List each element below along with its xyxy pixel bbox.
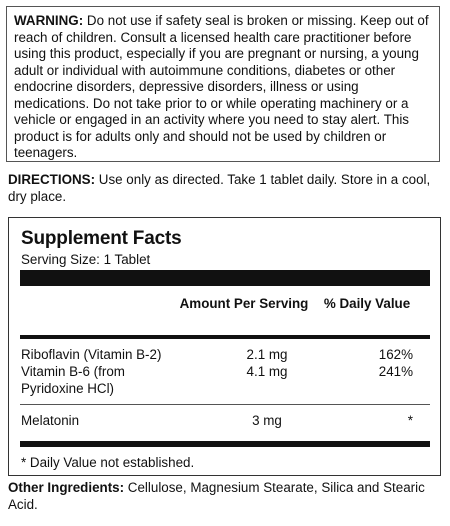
nutrient-dv-riboflavin: 162%	[378, 347, 413, 362]
nutrient-name-vitamin-b6: Vitamin B-6 (from Pyridoxine HCl)	[21, 364, 125, 396]
nutrient-dv-melatonin: *	[407, 413, 413, 428]
directions	[8, 172, 440, 205]
directions-label: DIRECTIONS:	[8, 172, 96, 187]
serving-size: Serving Size: 1 Tablet	[21, 252, 151, 267]
nutrient-amount-vitamin-b6: 4.1 mg	[246, 364, 288, 379]
nutrient-dv-vitamin-b6: 241%	[378, 364, 413, 379]
other-ingredients	[8, 480, 440, 513]
header-daily-value: % Daily Value	[323, 296, 411, 311]
warning-box	[6, 6, 440, 162]
row-divider	[20, 404, 430, 405]
header-amount-per-serving: Amount Per Serving	[179, 296, 309, 311]
nutrient-name-riboflavin: Riboflavin (Vitamin B-2)	[21, 347, 162, 362]
directions-text: Use only as directed. Take 1 tablet daily. Store in a cool, dry place.	[8, 172, 431, 204]
footnote: * Daily Value not established.	[21, 455, 195, 470]
medium-rule	[20, 335, 430, 339]
other-ingredients-label: Other Ingredients:	[8, 480, 125, 495]
nutrient-amount-melatonin: 3 mg	[252, 413, 282, 428]
thick-rule	[20, 270, 430, 286]
nutrient-name-melatonin: Melatonin	[21, 413, 80, 428]
other-ingredients-text: Cellulose, Magnesium Stearate, Silica and Stearic Acid.	[8, 480, 425, 512]
bottom-rule	[20, 441, 430, 447]
nutrient-amount-riboflavin: 2.1 mg	[246, 347, 288, 362]
warning-label: WARNING:	[14, 13, 84, 28]
supplement-facts-panel	[8, 217, 441, 476]
warning-text: Do not use if safety seal is broken or missing. Keep out of reach of children. Consult a licensed health care practitioner before using this product, especially if you are pregnant or nursing, a young adult or individual with autoimmune conditions, diabetes or other endocrine disorders, depressive disorders, illness or using medications. Do not take prior to or while operating machinery or a vehicle or engaged in an activity where you need to stay alert. This product is for adults only and should not be used by children or teenagers.	[14, 13, 429, 160]
supplement-facts-title: Supplement Facts	[21, 228, 182, 249]
